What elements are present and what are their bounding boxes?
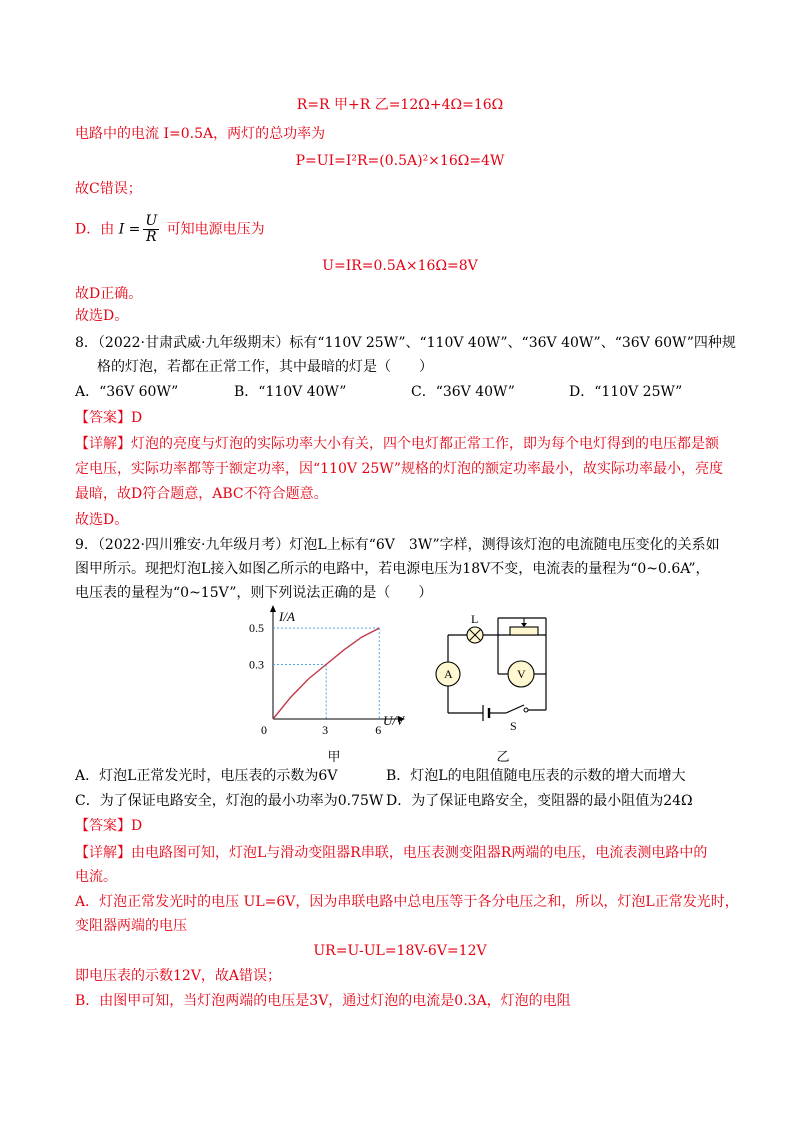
- d-formula-line: D．由 I = $\frac{U}{R}$ 可知电源电压为: [75, 213, 265, 245]
- voltmeter-icon: [508, 661, 534, 687]
- q8-option-a: A．“36V 60W”: [75, 384, 179, 400]
- q8-stem-line2: 格的灯泡，若都在正常工作，其中最暗的灯是（ ）: [97, 359, 433, 375]
- svg-text:V: V: [517, 667, 526, 681]
- q9-a-line3: 即电压表的示数12V，故A错误；: [75, 968, 282, 984]
- c-wrong-line: 故C错误；: [75, 181, 142, 197]
- q9-option-c: C．为了保证电路安全，灯泡的最小功率为0.75W: [75, 793, 384, 809]
- x-axis-label: U/V: [383, 713, 404, 728]
- q9-option-a: A．灯泡L正常发光时，电压表的示数为6V: [75, 768, 338, 784]
- q8-answer: 【答案】D: [75, 410, 143, 426]
- y-tick-label-0: 0.3: [249, 657, 264, 672]
- y-tick-label-1: 0.5: [249, 621, 264, 636]
- iu-graph: [235, 605, 405, 745]
- q9-option-d: D．为了保证电路安全，变阻器的最小阻值为24Ω: [386, 793, 693, 809]
- switch-icon: [506, 705, 528, 713]
- q9-option-b: B．灯泡L的电阻值随电压表的示数的增大而增大: [386, 768, 686, 784]
- x-tick-label-2: 6: [375, 723, 382, 737]
- fraction-u-over-r: $\frac{U}{R}$: [145, 213, 158, 245]
- switch-label: S: [510, 719, 517, 733]
- svg-text:A: A: [444, 667, 453, 681]
- figure-left-caption: 甲: [327, 750, 341, 765]
- q8-option-d: D．“110V 25W”: [569, 384, 683, 400]
- q8-detail-line1: 【详解】灯泡的亮度与灯泡的实际功率大小有关，四个电灯都正常工作，即为每个电灯得到的电压都是额: [75, 436, 719, 452]
- ammeter-icon: [436, 662, 460, 686]
- q8-detail-line2: 定电压，实际功率都等于额定功率，因“110V 25W”规格的灯泡的额定功率最小，故实际功率最小，亮度: [75, 461, 724, 477]
- q8-detail-line3: 最暗，故D符合题意，ABC不符合题意。: [75, 486, 328, 502]
- rheostat-icon: [510, 618, 538, 635]
- x-tick-label-1: 3: [322, 723, 329, 737]
- q8-option-c: C．“36V 40W”: [411, 384, 515, 400]
- q8-option-b: B．“110V 40W”: [234, 384, 347, 400]
- current-line: 电路中的电流 I=0.5A，两灯的总功率为: [75, 126, 326, 142]
- figure-right-caption: 乙: [496, 750, 510, 765]
- q9-answer: 【答案】D: [75, 818, 143, 834]
- choose-d-line: 故选D。: [75, 308, 129, 324]
- equation-total-resistance: R=R 甲+R 乙=12Ω+4Ω=16Ω: [296, 97, 504, 113]
- equation-source-voltage: U=IR=0.5A×16Ω=8V: [322, 258, 478, 274]
- y-axis-arrow: [270, 605, 276, 612]
- battery-icon: [483, 705, 494, 721]
- q9-b-line1: B．由图甲可知，当灯泡两端的电压是3V，通过灯泡的电流是0.3A，灯泡的电阻: [75, 993, 571, 1009]
- q9-detail-line1: 【详解】由电路图可知，灯泡L与滑动变阻器R串联，电压表测变阻器R两端的电压，电流表测电路中的: [75, 845, 708, 861]
- q8-stem-line1: 8．（2022·甘肃武威·九年级期末）标有“110V 25W”、“110V 40W”、“36V 40W”、“36V 60W”四种规: [75, 335, 736, 351]
- equation-power: P=UI=I²R=(0.5A)²×16Ω=4W: [295, 153, 505, 169]
- q9-stem-line1: 9．（2022·四川雅安·九年级月考）灯泡L上标有“6V 3W”字样，测得该灯泡的电流随电压变化的关系如: [75, 537, 720, 553]
- circuit-diagram: [428, 608, 568, 743]
- equation-rheostat-voltage: UR=U-UL=18V-6V=12V: [313, 943, 487, 959]
- q9-detail-line2: 电流。: [75, 869, 117, 885]
- y-axis-label: I/A: [279, 609, 295, 624]
- x-tick-label-0: 0: [261, 723, 267, 737]
- q8-choose: 故选D。: [75, 512, 129, 528]
- q9-stem-line2: 图甲所示。现把灯泡L接入如图乙所示的电路中，若电源电压为18V不变，电流表的量程为“0~0.6A”，: [75, 561, 710, 577]
- q9-a-line2: 变阻器两端的电压: [75, 918, 187, 934]
- lamp-label: L: [471, 612, 479, 626]
- q9-a-line1: A．灯泡正常发光时的电压 UL=6V，因为串联电路中总电压等于各分电压之和，所以，灯泡L正常发光时，: [75, 894, 739, 910]
- lamp-icon: [467, 627, 483, 643]
- q9-stem-line3: 电压表的量程为“0~15V”，则下列说法正确的是（ ）: [75, 585, 433, 601]
- d-right-line: 故D正确。: [75, 286, 143, 302]
